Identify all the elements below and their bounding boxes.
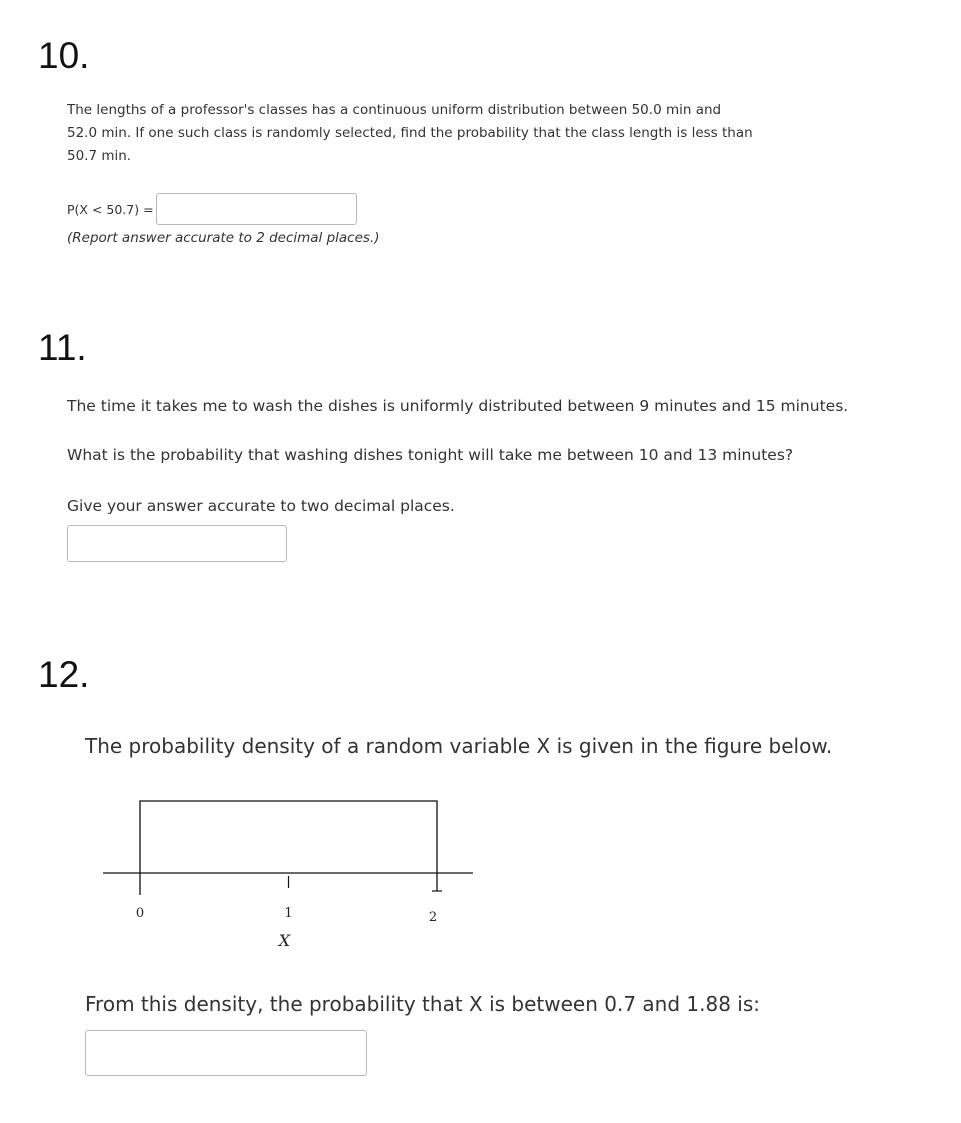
x-tick-label-2: 2 [428,910,438,925]
question-number-12: 12. [38,654,90,695]
q10-answer-row [67,194,357,224]
question-number-10: 10. [38,35,90,76]
q11-text-line-2: What is the probability that washing dishes tonight will take me between 10 and 13 minutes? [67,446,794,464]
x-tick-label-1: 1 [284,906,293,921]
x-tick-label-0: 0 [135,906,145,921]
q11-text-line-1: The time it takes me to wash the dishes is uniformly distributed between 9 minutes and 15 minutes. [67,397,849,415]
q12-intro-text: The probability density of a random variable X is given in the figure below. [85,734,833,758]
q10-text-line-3: 50.7 min. [67,148,132,164]
q12-question-text: From this density, the probability that X is between 0.7 and 1.88 is: [85,992,761,1016]
density-figure [95,790,495,960]
q12-answer-input[interactable] [85,1030,367,1076]
q10-text-line-1: The lengths of a professor's classes has a continuous uniform distribution between 50.0 min and [67,102,722,118]
q11-text-line-3: Give your answer accurate to two decimal places. [67,497,455,515]
x-axis-label: X [278,931,291,950]
q10-text-line-2: 52.0 min. If one such class is randomly selected, find the probability that the class length is less than [67,125,753,141]
q10-answer-input[interactable] [156,193,357,225]
q11-answer-input[interactable] [67,525,287,562]
q10-prompt-label: P(X < 50.7) = [67,201,154,217]
q10-precision-note: (Report answer accurate to 2 decimal places.) [67,230,380,246]
question-number-11: 11. [38,327,87,368]
